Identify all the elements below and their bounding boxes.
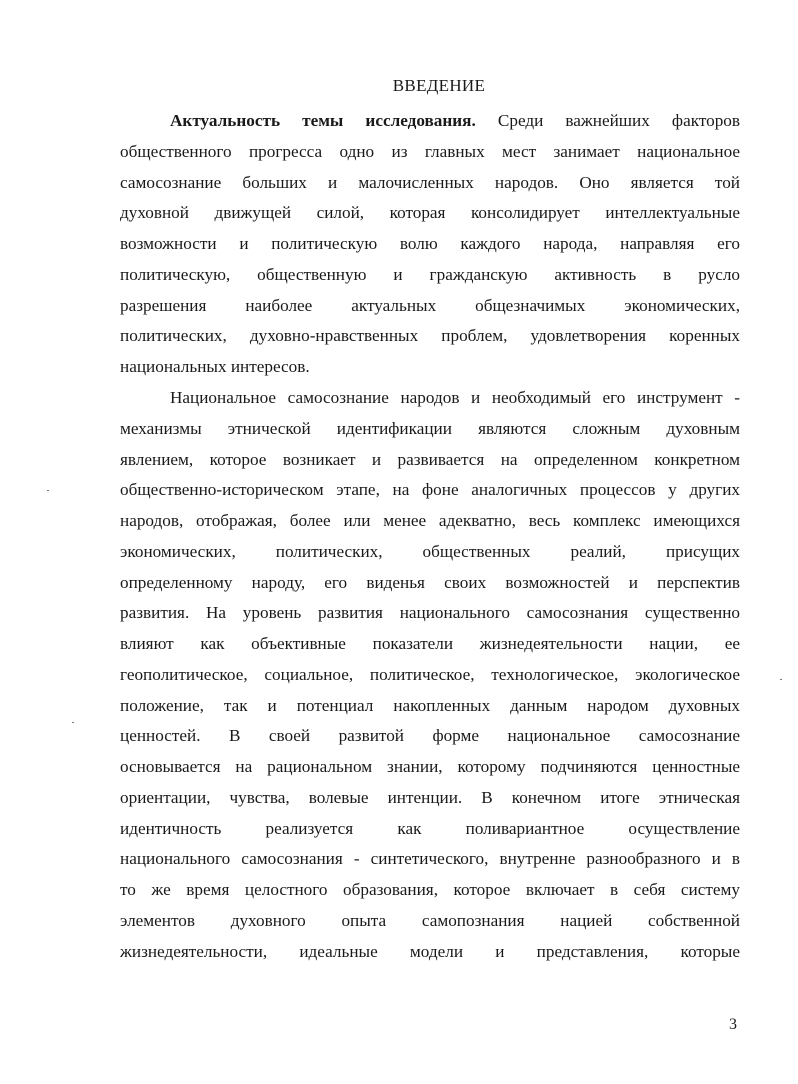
text-line: политическую, общественную и гражданскую активность в русло	[120, 264, 740, 284]
text-line: определенному народу, его виденья своих возможностей и перспектив	[120, 572, 740, 592]
text-line: идентичность реализуется как поливариантное осуществление	[120, 818, 740, 838]
paragraph-relevance	[120, 106, 740, 383]
text-line: разрешения наиболее актуальных общезначимых экономических,	[120, 295, 740, 315]
scan-speck	[72, 722, 74, 723]
text-line: экономических, политических, общественных реалий, присущих	[120, 541, 740, 561]
lead-rest: Среди важнейших факторов	[475, 111, 740, 130]
text-line: влияют как объективные показатели жизнедеятельности нации, ее	[120, 634, 740, 653]
text-line: политических, духовно-нравственных проблем, удовлетворения коренных	[120, 326, 740, 346]
text-line: национальных интересов.	[120, 357, 310, 376]
scan-speck	[780, 679, 782, 680]
text-line: геополитическое, социальное, политическое, технологическое, экологическое	[120, 664, 740, 684]
text-line: самосознание больших и малочисленных народов. Оно является той	[120, 172, 740, 192]
text-line: возможности и политическую волю каждого народа, направляя его	[120, 234, 740, 253]
text-line: общественного прогресса одно из главных мест занимает национальное	[120, 141, 740, 161]
page-title: ВВЕДЕНИЕ	[392, 76, 486, 95]
scan-speck	[47, 490, 49, 491]
text-line: народов, отображая, более или менее адекватно, весь комплекс имеющихся	[120, 511, 740, 530]
lead-phrase: Актуальность темы исследования.	[170, 111, 476, 130]
text-line: жизнедеятельности, идеальные модели и представления, которые	[120, 941, 740, 961]
text-line: элементов духовного опыта самопознания нацией собственной	[120, 910, 740, 930]
text-line: основывается на рациональном знании, которому подчиняются ценностные	[120, 757, 740, 776]
text-line: то же время целостного образования, которое включает в себя систему	[120, 880, 740, 899]
text-line: общественно-историческом этапе, на фоне аналогичных процессов у других	[120, 480, 740, 500]
text-line: ориентации, чувства, волевые интенции. В конечном итоге этническая	[120, 787, 740, 807]
text-line: развития. На уровень развития национального самосознания существенно	[120, 603, 740, 623]
page-number: 3	[729, 1016, 737, 1033]
paragraph-national-identity	[120, 383, 740, 967]
text-line: механизмы этнической идентификации являются сложным духовным	[120, 418, 740, 438]
text-line	[120, 106, 740, 137]
text-line: национального самосознания - синтетического, внутренне разнообразного и в	[120, 849, 740, 869]
text-line: ценностей. В своей развитой форме национальное самосознание	[120, 726, 740, 746]
text-line: явлением, которое возникает и развивается на определенном конкретном	[120, 449, 740, 469]
text-line: духовной движущей силой, которая консолидирует интеллектуальные	[120, 203, 740, 223]
text-line: положение, так и потенциал накопленных данным народом духовных	[120, 695, 740, 715]
text-line: Национальное самосознание народов и необходимый его инструмент -	[170, 388, 740, 407]
